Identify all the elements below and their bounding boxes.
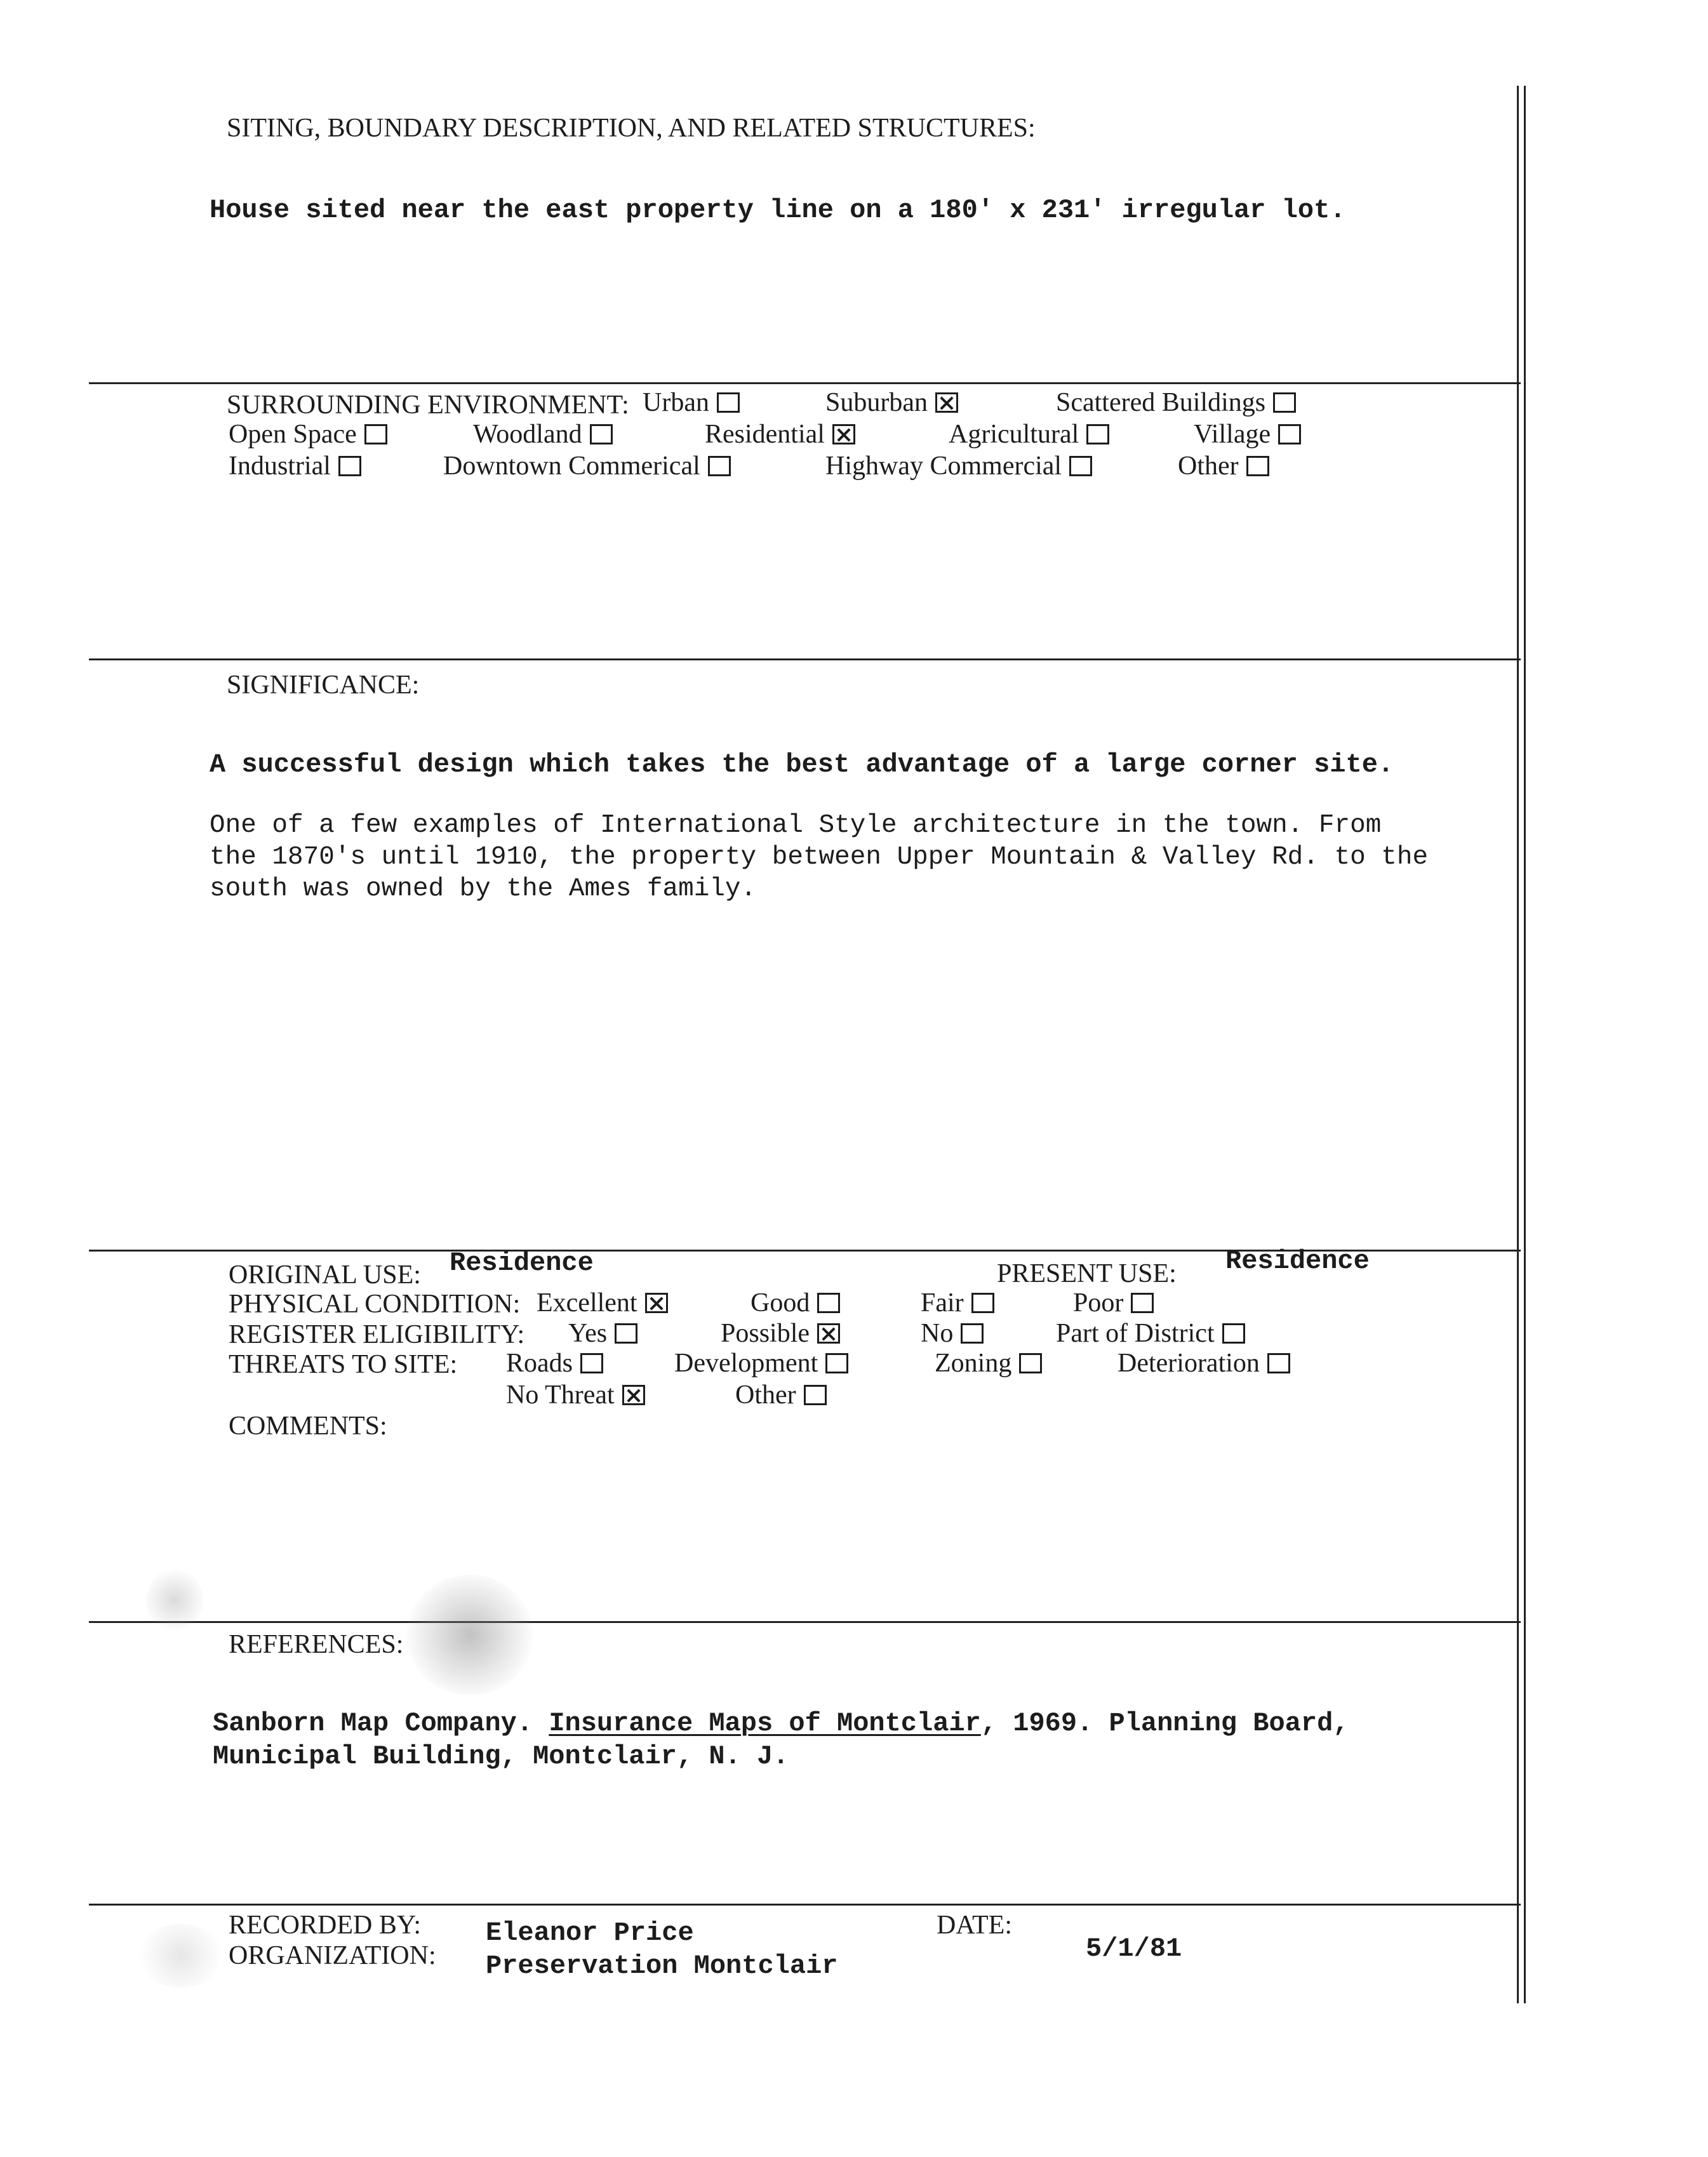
threat-option-deterioration[interactable]: Deterioration [1118,1348,1290,1379]
right-margin-rule-outer [1524,86,1526,2003]
env-checkbox-scattered-buildings[interactable] [1273,392,1296,413]
env-checkbox-village[interactable] [1278,424,1301,444]
organization-label: ORGANIZATION: [229,1941,436,1970]
condition-checkbox-fair[interactable] [971,1293,994,1313]
section-divider [89,1904,1521,1906]
eligibility-option-possible[interactable]: Possible [721,1318,840,1349]
eligibility-checkbox-yes[interactable] [615,1323,637,1344]
condition-checkbox-good[interactable] [817,1293,840,1313]
threat-checkbox-roads[interactable] [580,1353,603,1373]
reference-details: , 1969. Planning Board, [980,1708,1349,1739]
scan-smudge [137,1924,225,1987]
scan-smudge [406,1575,533,1695]
env-option-village[interactable]: Village [1194,419,1301,450]
eligibility-checkbox-part-of-district[interactable] [1222,1323,1245,1344]
env-option-downtown-commercial[interactable]: Downtown Commerical [443,451,731,481]
comments-label: COMMENTS: [229,1412,387,1441]
threat-option-other[interactable]: Other [735,1380,827,1410]
right-margin-rule [1517,86,1519,2003]
siting-label: SITING, BOUNDARY DESCRIPTION, AND RELATED STRUCTURES: [227,114,1036,143]
reference-title: Insurance Maps of Montclair [549,1708,981,1739]
env-option-scattered-buildings[interactable]: Scattered Buildings [1056,387,1296,418]
section-divider [89,382,1521,384]
reference-line-1 [213,1708,1349,1739]
threat-checkbox-deterioration[interactable] [1267,1353,1290,1373]
env-option-open-space[interactable]: Open Space [229,419,387,450]
significance-headline: A successful design which takes the best advantage of a large corner site. [210,749,1394,780]
eligibility-label: REGISTER ELIGIBILITY: [229,1320,525,1349]
condition-label: PHYSICAL CONDITION: [229,1290,521,1319]
present-use-value: Residence [1225,1246,1370,1276]
condition-option-good[interactable]: Good [751,1288,840,1318]
env-option-agricultural[interactable]: Agricultural [949,419,1109,450]
section-divider [89,1621,1521,1623]
env-option-other[interactable]: Other [1178,451,1269,481]
significance-label: SIGNIFICANCE: [227,671,420,700]
threat-option-development[interactable]: Development [674,1348,848,1379]
eligibility-option-part-of-district[interactable]: Part of District [1056,1318,1245,1349]
scan-smudge [146,1568,203,1632]
recorded-by-value: Eleanor Price [486,1918,694,1948]
env-option-suburban[interactable]: Suburban [825,387,958,418]
significance-line: south was owned by the Ames family. [210,874,757,904]
significance-text [210,810,1428,905]
reference-author: Sanborn Map Company. [213,1708,533,1739]
threat-checkbox-zoning[interactable] [1019,1353,1042,1373]
threat-checkbox-development[interactable] [825,1353,848,1373]
date-label: DATE: [937,1911,1012,1940]
eligibility-checkbox-no[interactable] [961,1323,984,1344]
original-use-value: Residence [450,1248,594,1278]
date-value: 5/1/81 [1086,1933,1182,1964]
env-checkbox-suburban[interactable] [935,392,958,413]
env-checkbox-woodland[interactable] [590,424,613,444]
eligibility-option-no[interactable]: No [921,1318,984,1349]
eligibility-checkbox-possible[interactable] [817,1323,840,1344]
recorded-by-label: RECORDED BY: [229,1911,422,1940]
significance-line: One of a few examples of International Style architecture in the town. From [210,811,1382,840]
organization-value: Preservation Montclair [486,1951,838,1981]
threat-option-zoning[interactable]: Zoning [935,1348,1042,1379]
env-checkbox-highway-commercial[interactable] [1069,456,1092,476]
env-option-industrial[interactable]: Industrial [229,451,361,481]
environment-label: SURROUNDING ENVIRONMENT: [227,391,629,420]
env-checkbox-other[interactable] [1246,456,1269,476]
present-use-label: PRESENT USE: [997,1259,1177,1288]
env-checkbox-industrial[interactable] [338,456,361,476]
env-option-woodland[interactable]: Woodland [473,419,613,450]
condition-checkbox-poor[interactable] [1131,1293,1154,1313]
significance-line: the 1870's until 1910, the property between Upper Mountain & Valley Rd. to the [210,843,1429,872]
env-checkbox-downtown-commercial[interactable] [708,456,731,476]
threat-option-roads[interactable]: Roads [506,1348,603,1379]
env-checkbox-agricultural[interactable] [1086,424,1109,444]
env-checkbox-urban[interactable] [717,392,740,413]
references-label: REFERENCES: [229,1630,404,1659]
env-checkbox-residential[interactable] [832,424,855,444]
condition-checkbox-excellent[interactable] [645,1293,668,1313]
section-divider [89,658,1521,660]
eligibility-option-yes[interactable]: Yes [568,1318,637,1349]
siting-text: House sited near the east property line on a 180' x 231' irregular lot. [210,195,1346,225]
threats-label: THREATS TO SITE: [229,1350,458,1379]
reference-line-2: Municipal Building, Montclair, N. J. [213,1741,789,1772]
env-checkbox-open-space[interactable] [364,424,387,444]
threat-checkbox-no-threat[interactable] [622,1385,645,1405]
condition-option-poor[interactable]: Poor [1073,1288,1154,1318]
env-option-residential[interactable]: Residential [705,419,855,450]
original-use-label: ORIGINAL USE: [229,1260,421,1290]
env-option-urban[interactable]: Urban [643,387,740,418]
env-option-highway-commercial[interactable]: Highway Commercial [825,451,1092,481]
condition-option-fair[interactable]: Fair [921,1288,994,1318]
threat-option-no-threat[interactable]: No Threat [506,1380,645,1410]
threat-checkbox-other[interactable] [804,1385,827,1405]
condition-option-excellent[interactable]: Excellent [537,1288,668,1318]
